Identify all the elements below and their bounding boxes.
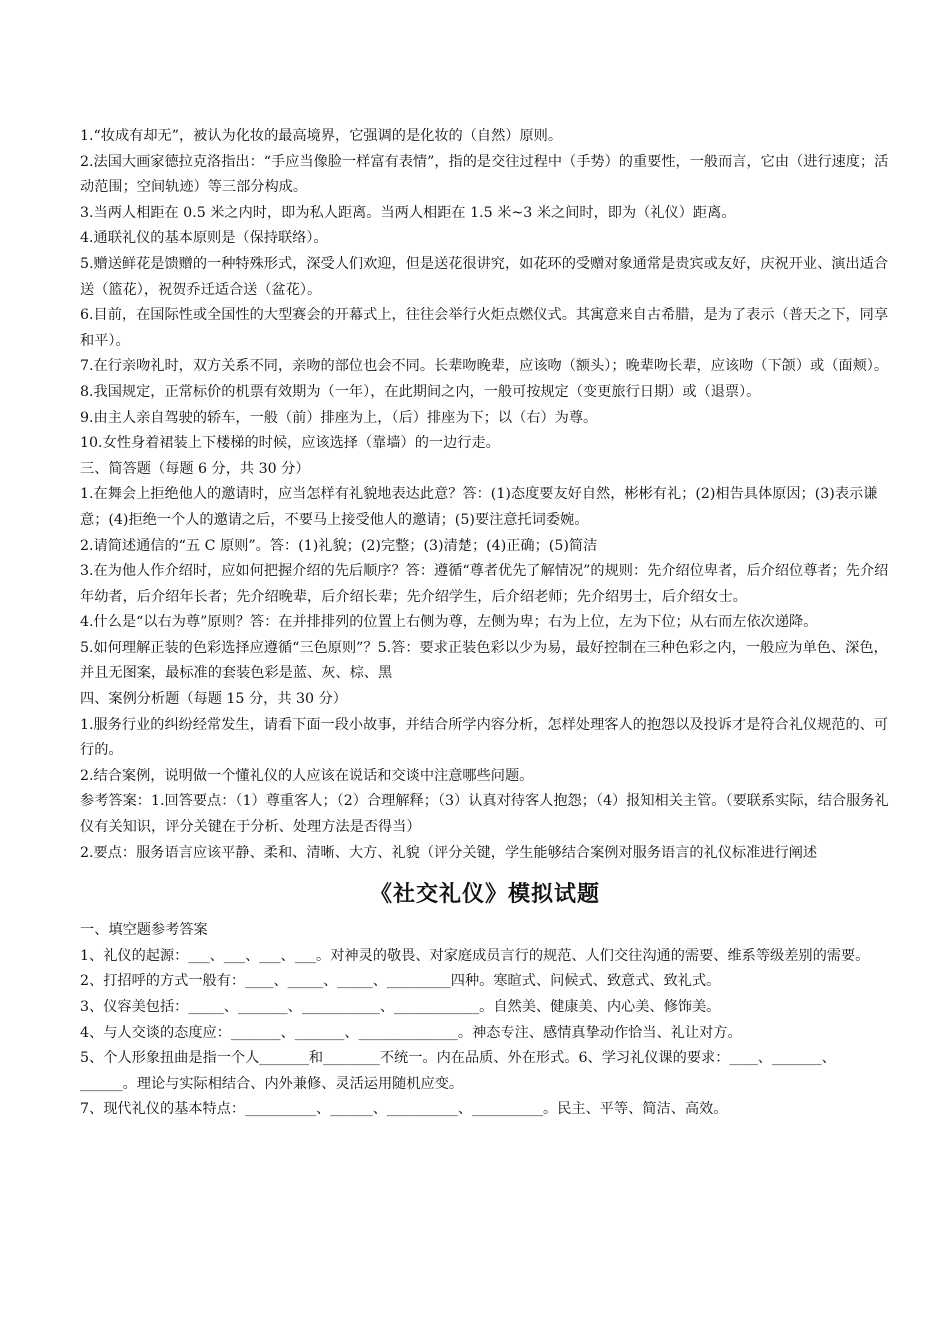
question-line: 1、礼仪的起源：___、___、___、___。对神灵的敬畏、对家庭成员言行的规范、人们交往沟通的需要、维系等级差别的需要。: [80, 947, 870, 964]
question-line: 10.女性身着裙装上下楼梯的时候，应该选择（靠墙）的一边行走。: [80, 435, 500, 452]
document-page: [80, 124, 890, 1123]
document-title: 《社交礼仪》模拟试题: [369, 881, 600, 908]
question-line: 2.请简述通信的“五 C 原则”。答：(1)礼貌；(2)完整；(3)清楚；(4)正确；(5)简洁: [80, 537, 598, 554]
question-line: 7、现代礼仪的基本特点：__________、______、__________、__________。民主、平等、简洁、高效。: [80, 1101, 728, 1118]
question-line: 5.如何理解正装的色彩选择应遵循“三色原则”？5.答：要求正装色彩以少为易，最好控制在三种色彩之内，一般应为单色、深色，并且无图案，最标准的套装色彩是蓝、灰、棕、黑: [80, 639, 888, 682]
question-line: 2.法国大画家德拉克洛指出：“手应当像脸一样富有表情”，指的是交往过程中（手势）的重要性，一般而言，它由（进行速度；活动范围；空间轨迹）等三部分构成。: [80, 153, 889, 196]
question-line: 3、仪容美包括：_____、_______、___________、____________。自然美、健康美、内心美、修饰美。: [80, 999, 721, 1015]
question-line: 5、个人形象扭曲是指一个人_______和________不统一。内在品质、外在形式。6、学习礼仪课的要求：____、_______、______。理论与实际相结合、内外兼修、灵活运用随机应变。: [80, 1050, 836, 1092]
section-heading: 四、案例分析题（每题 15 分，共 30 分）: [80, 691, 347, 708]
question-line: 5.赠送鲜花是馈赠的一种特殊形式，深受人们欢迎，但是送花很讲究，如花环的受赠对象通常是贵宾或友好，庆祝开业、演出适合送（篮花），祝贺乔迁适合送（盆花）。: [80, 255, 889, 298]
section-heading: 一、填空题参考答案: [80, 922, 208, 939]
fill-blank-section: [80, 918, 890, 1123]
question-line: 1.“妆成有却无”，被认为化妆的最高境界，它强调的是化妆的（自然）原则。: [80, 128, 563, 144]
question-line: 4.通联礼仪的基本原则是（保持联络）。: [80, 230, 328, 247]
question-line: 1.服务行业的纠纷经常发生，请看下面一段小故事，并结合所学内容分析，怎样处理客人的抱怨以及投诉才是符合礼仪规范的、可行的。: [80, 716, 889, 759]
answer-line: 2.要点：服务语言应该平静、柔和、清晰、大方、礼貌（评分关键，学生能够结合案例对服务语言的礼仪标准进行阐述: [80, 844, 818, 861]
question-line: 3.在为他人作介绍时，应如何把握介绍的先后顺序？答：遵循“尊者优先了解情况”的规则：先介绍位卑者，后介绍位尊者；先介绍年幼者，后介绍年长者；先介绍晚辈，后介绍长辈；先介绍学生，后介绍老师；先介绍男士，后介绍女士。: [80, 563, 889, 605]
question-line: 2.结合案例，说明做一个懂礼仪的人应该在说话和交谈中注意哪些问题。: [80, 767, 534, 784]
section-heading: 三、简答题（每题 6 分，共 30 分）: [80, 460, 310, 477]
question-line: 2、打招呼的方式一般有：____、_____、_____、_________四种。寒暄式、问候式、致意式、致礼式。: [80, 973, 721, 990]
question-line: 7.在行亲吻礼时，双方关系不同，亲吻的部位也会不同。长辈吻晚辈，应该吻（额头）；晚辈吻长辈，应该吻（下颌）或（面颊）。: [80, 358, 889, 375]
question-line: 8.我国规定，正常标价的机票有效期为（一年），在此期间之内，一般可按规定（变更旅行日期）或（退票）。: [80, 383, 761, 400]
question-line: 1.在舞会上拒绝他人的邀请时，应当怎样有礼貌地表达此意？答：(1)态度要友好自然，彬彬有礼；(2)相告具体原因；(3)表示谦意；(4)拒绝一个人的邀请之后，不要马上接受他人的邀请；(5)要注意托词委婉。: [80, 486, 878, 528]
question-line: 6.目前，在国际性或全国性的大型赛会的开幕式上，往往会举行火炬点燃仪式。其寓意来自古希腊，是为了表示（普天之下，同享和平）。: [80, 307, 889, 349]
answer-section: [80, 124, 890, 866]
question-line: 9.由主人亲自驾驶的轿车，一般（前）排座为上，（后）排座为下；以（右）为尊。: [80, 409, 598, 426]
question-line: 3.当两人相距在 0.5 米之内时，即为私人距离。当两人相距在 1.5 米~3 米之间时，即为（礼仪）距离。: [80, 204, 736, 221]
answer-line: 参考答案：1.回答要点：（1）尊重客人；（2）合理解释；（3）认真对待客人抱怨；（4）报知相关主管。（要联系实际，结合服务礼仪有关知识，评分关键在于分析、处理方法是否得当）: [80, 793, 889, 836]
question-line: 4.什么是“以右为尊”原则？答：在并排排列的位置上右侧为尊，左侧为卑；右为上位，左为下位；从右而左依次递降。: [80, 614, 818, 631]
question-line: 4、与人交谈的态度应：_______、_______、______________。神态专注、感情真挚动作恰当、礼让对方。: [80, 1024, 742, 1041]
